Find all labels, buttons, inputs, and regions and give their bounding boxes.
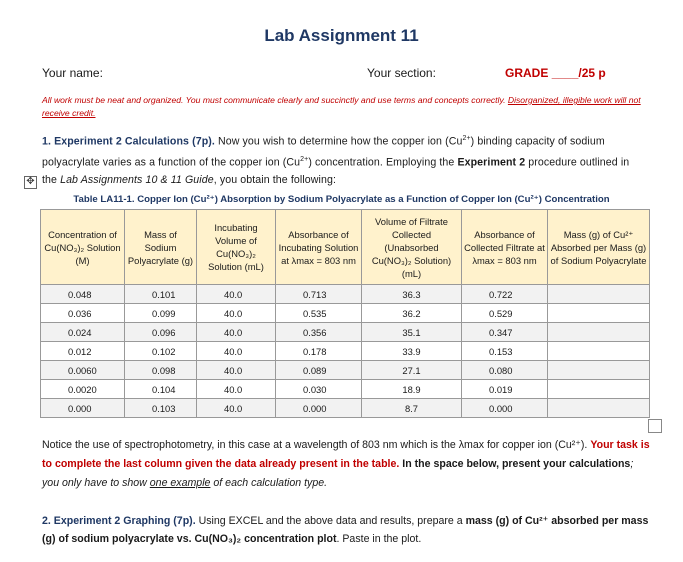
section1-guide: Lab Assignments 10 & 11 Guide bbox=[60, 174, 214, 187]
page-title: Lab Assignment 11 bbox=[264, 26, 419, 45]
notice-italic: ; you only have to show bbox=[42, 458, 634, 489]
table-cell: 18.9 bbox=[362, 380, 462, 399]
table-cell: 0.000 bbox=[276, 399, 362, 418]
notice-text: Notice the use of spectrophotometry, in this case at a wavelength of 803 nm which is the λmax for copper ion (Cu²⁺). bbox=[42, 439, 588, 451]
table-cell: 0.099 bbox=[125, 304, 197, 323]
notice-paragraph bbox=[42, 436, 652, 493]
header-volume-filtrate: Volume of Filtrate Collected (Unabsorbed Cu(NO₃)₂ Solution) (mL) bbox=[362, 210, 462, 285]
table-cell: 0.178 bbox=[276, 342, 362, 361]
table-cell: 0.153 bbox=[462, 342, 548, 361]
section-label: Your section: bbox=[367, 66, 436, 80]
table-cell: 0.080 bbox=[462, 361, 548, 380]
table-move-handle-icon[interactable]: ✥ bbox=[24, 176, 37, 189]
table-row bbox=[41, 323, 650, 342]
table-cell: 40.0 bbox=[197, 304, 276, 323]
table-row bbox=[41, 285, 650, 304]
answer-cell[interactable] bbox=[548, 285, 650, 304]
table-cell: 36.3 bbox=[362, 285, 462, 304]
grade-suffix: /25 p bbox=[578, 66, 606, 80]
table-cell: 0.089 bbox=[276, 361, 362, 380]
header-absorbance-incubating: Absorbance of Incubating Solution at λmax = 803 nm bbox=[276, 210, 362, 285]
table-cell: 0.096 bbox=[125, 323, 197, 342]
table-cell: 0.356 bbox=[276, 323, 362, 342]
table-row bbox=[41, 342, 650, 361]
header-incubating-volume: Incubating Volume of Cu(NO₃)₂ Solution (mL) bbox=[197, 210, 276, 285]
section1-text-e: , you obtain the following: bbox=[213, 174, 337, 187]
table-cell: 40.0 bbox=[197, 399, 276, 418]
table-cell: 0.024 bbox=[41, 323, 125, 342]
section1-paragraph: 1. Experiment 2 Calculations (7p). Now you wish to determine how the copper ion $(Cu^{2+})$ binding capacity of sodium polyacrylate varies as a function of the copper ion $(Cu^{2+})$ concentration. Employing the Experiment 2 procedure outlined in the Lab Assignments 10 & 11 Guide, you obtain the following: bbox=[42, 135, 630, 187]
section1-text-d: procedure outlined in the bbox=[42, 156, 630, 187]
table-caption: Table LA11-1. Copper Ion (Cu²⁺) Absorption by Sodium Polyacrylate as a Function of Copper Ion (Cu²⁺) Concentration bbox=[73, 194, 610, 205]
grade-blank[interactable]: ____ bbox=[551, 66, 579, 80]
table-cell: 0.019 bbox=[462, 380, 548, 399]
table-cell: 0.000 bbox=[41, 399, 125, 418]
task-instruction: Your task is to complete the last column given the data already present in the table. bbox=[42, 439, 650, 470]
section2-heading: 2. Experiment 2 Graphing (7p). bbox=[42, 515, 196, 527]
table-cell: 36.2 bbox=[362, 304, 462, 323]
notice-bold: In the space below, present your calculations bbox=[402, 458, 631, 470]
table-cell: 0.713 bbox=[276, 285, 362, 304]
instructions-warning bbox=[42, 94, 646, 120]
section1-experiment: Experiment 2 bbox=[457, 156, 526, 169]
header-mass-polyacrylate: Mass of Sodium Polyacrylate (g) bbox=[125, 210, 197, 285]
table-cell: 0.103 bbox=[125, 399, 197, 418]
section2-text-b: . Paste in the plot. bbox=[336, 533, 422, 545]
table-cell: 40.0 bbox=[197, 361, 276, 380]
section2-text-a: Using EXCEL and the above data and results, prepare a bbox=[198, 515, 466, 527]
answer-cell[interactable] bbox=[548, 380, 650, 399]
table-cell: 0.030 bbox=[276, 380, 362, 399]
table-cell: 0.104 bbox=[125, 380, 197, 399]
table-cell: 0.000 bbox=[462, 399, 548, 418]
data-table bbox=[40, 209, 650, 418]
table-cell: 0.036 bbox=[41, 304, 125, 323]
answer-cell[interactable] bbox=[548, 361, 650, 380]
table-cell: 40.0 bbox=[197, 380, 276, 399]
section2-bold: mass (g) of Cu²⁺ absorbed per mass (g) of sodium polyacrylate vs. Cu(NO₃)₂ concentration plot bbox=[42, 515, 649, 545]
section2-paragraph bbox=[42, 512, 652, 548]
table-cell: 35.1 bbox=[362, 323, 462, 342]
table-cell: 8.7 bbox=[362, 399, 462, 418]
table-row bbox=[41, 399, 650, 418]
table-cell: 0.535 bbox=[276, 304, 362, 323]
table-cell: 0.529 bbox=[462, 304, 548, 323]
checkbox[interactable] bbox=[648, 419, 662, 433]
table-cell: 0.102 bbox=[125, 342, 197, 361]
table-cell: 0.101 bbox=[125, 285, 197, 304]
answer-cell[interactable] bbox=[548, 399, 650, 418]
table-cell: 0.722 bbox=[462, 285, 548, 304]
grade-field bbox=[505, 66, 606, 80]
table-cell: 0.012 bbox=[41, 342, 125, 361]
table-cell: 0.0060 bbox=[41, 361, 125, 380]
table-cell: 0.048 bbox=[41, 285, 125, 304]
answer-cell[interactable] bbox=[548, 304, 650, 323]
header-absorbance-filtrate: Absorbance of Collected Filtrate at λmax = 803 nm bbox=[462, 210, 548, 285]
table-row bbox=[41, 380, 650, 399]
section1-text-c: ) concentration. Employing the bbox=[308, 156, 458, 169]
notice-example: one example bbox=[149, 477, 211, 489]
warning-link[interactable]: Disorganized, illegible work will not receive credit. bbox=[42, 95, 641, 118]
section1-text-b: ) binding capacity of sodium polyacrylate varies as a function of the copper ion (Cu bbox=[42, 135, 605, 169]
table-cell: 0.347 bbox=[462, 323, 548, 342]
table-cell: 0.0020 bbox=[41, 380, 125, 399]
table-cell: 40.0 bbox=[197, 342, 276, 361]
table-cell: 40.0 bbox=[197, 285, 276, 304]
grade-prefix: GRADE bbox=[505, 66, 549, 80]
table-cell: 33.9 bbox=[362, 342, 462, 361]
table-header-row bbox=[41, 210, 650, 285]
table-cell: 27.1 bbox=[362, 361, 462, 380]
answer-cell[interactable] bbox=[548, 342, 650, 361]
section1-text-a: Now you wish to determine how the copper ion (Cu bbox=[218, 135, 463, 148]
section1-heading: 1. Experiment 2 Calculations (7p). bbox=[42, 135, 215, 148]
answer-cell[interactable] bbox=[548, 323, 650, 342]
table-row bbox=[41, 304, 650, 323]
warning-text: All work must be neat and organized. You must communicate clearly and succinctly and use terms and concepts correctly. bbox=[42, 95, 506, 105]
table-cell: 40.0 bbox=[197, 323, 276, 342]
header-concentration: Concentration of Cu(NO₃)₂ Solution (M) bbox=[41, 210, 125, 285]
header-mass-cu-absorbed: Mass (g) of Cu²⁺ Absorbed per Mass (g) of Sodium Polyacrylate bbox=[548, 210, 650, 285]
name-label: Your name: bbox=[42, 66, 103, 80]
table-row bbox=[41, 361, 650, 380]
table-cell: 0.098 bbox=[125, 361, 197, 380]
notice-end: of each calculation type. bbox=[210, 477, 328, 489]
